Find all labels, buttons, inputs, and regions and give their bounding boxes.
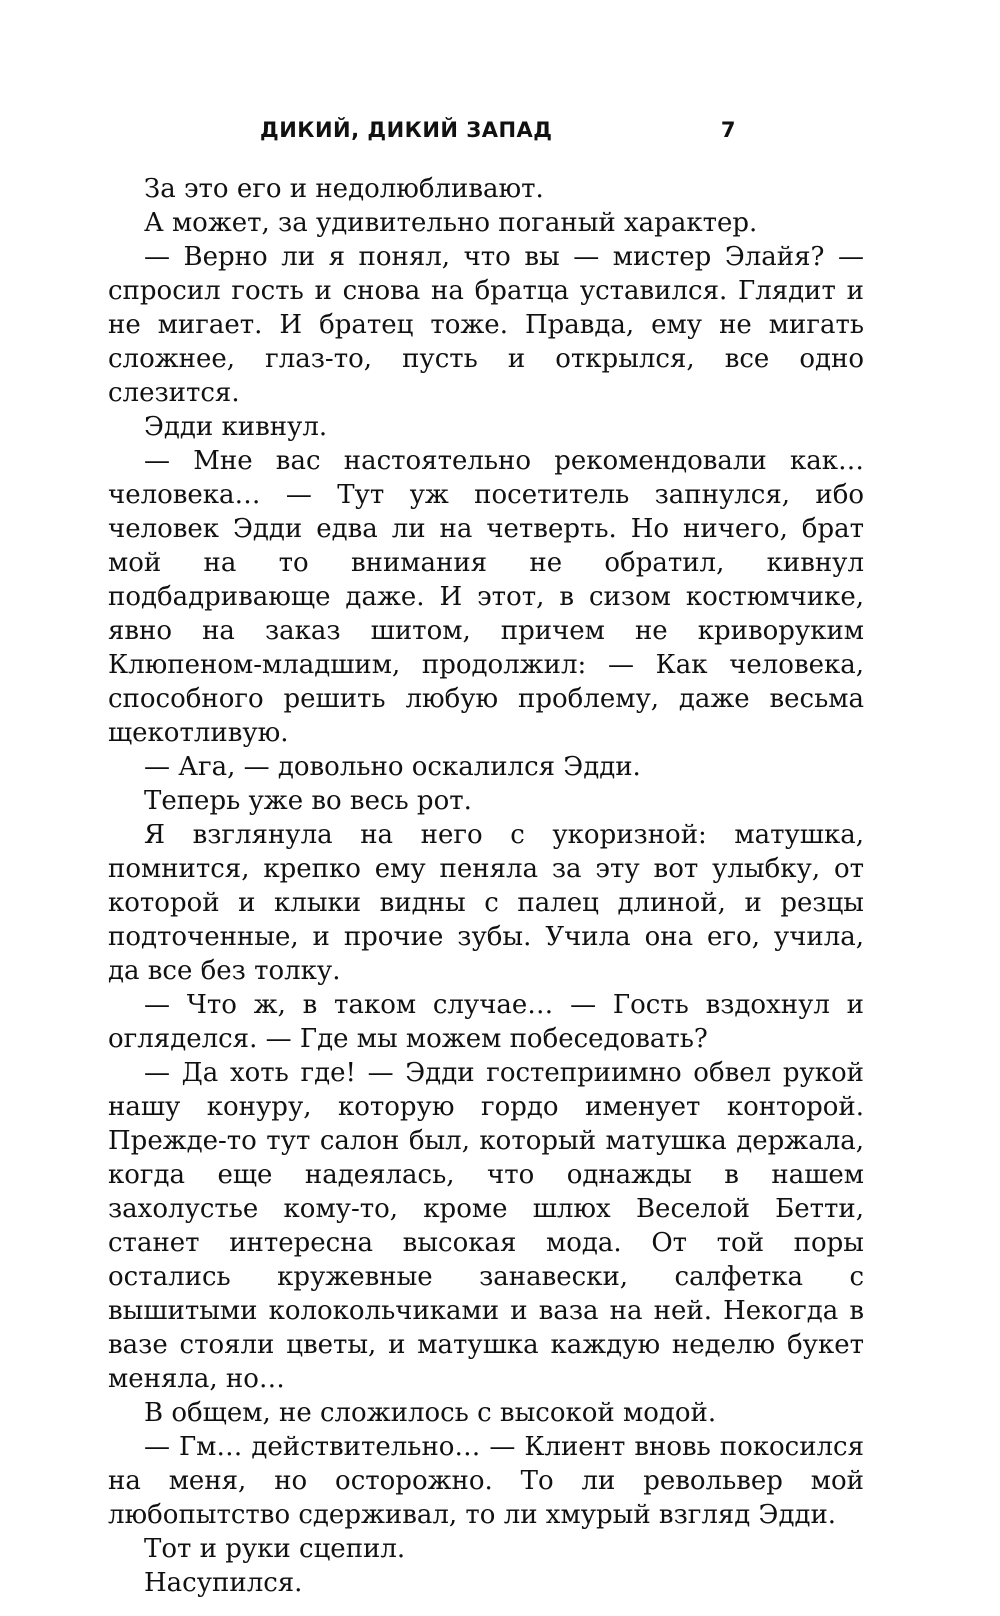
running-title: ДИКИЙ, ДИКИЙ ЗАПАД (260, 118, 553, 142)
paragraph: Я взглянула на него с укоризной: матушка, помнится, крепко ему пеняла за эту вот улыбку, от которой и клыки видны с палец длиной, и резцы подточенные, и прочие зубы. Учила она его, учила, да все без толку. (108, 820, 864, 986)
paragraph: — Верно ли я понял, что вы — мистер Элайя? — спросил гость и снова на братца уставился. Глядит и не мигает. И братец тоже. Правда, ему не мигать сложнее, глаз-то, пусть и открылся, все одно слезится. (108, 242, 864, 408)
paragraph: — Что ж, в таком случае… — Гость вздохнул и огляделся. — Где мы можем побеседовать? (108, 990, 864, 1054)
page-number: 7 (720, 118, 736, 142)
paragraph: — Да хоть где! — Эдди гостеприимно обвел рукой нашу конуру, которую гордо именует конторой. Прежде-то тут салон был, который матушка держала, когда еще надеялась, что однажды в нашем захолустье кому-то, кроме шлюх Веселой Бетти, станет интересна высокая мода. От той поры остались кружевные занавески, салфетка с вышитыми колокольчиками и ваза на ней. Некогда в вазе стояли цветы, и матушка каждую неделю букет меняла, но… (108, 1058, 864, 1394)
paragraph: Тот и руки сцепил. (144, 1534, 406, 1564)
running-header (260, 118, 750, 148)
paragraph: — Мне вас настоятельно рекомендовали как… человека… — Тут уж посетитель запнулся, ибо человек Эдди едва ли на четверть. Но ничего, брат мой на то внимания не обратил, кивнул подбадривающе даже. И этот, в сизом костюмчике, явно на заказ шитом, причем не криворуким Клюпеном-младшим, продолжил: — Как человека, способного решить любую проблему, даже весьма щекотливую. (108, 446, 864, 748)
paragraph: — Гм… действительно… — Клиент вновь покосился на меня, но осторожно. То ли револьвер мой любопытство сдерживал, то ли хмурый взгляд Эдди. (108, 1432, 864, 1530)
paragraph: А может, за удивительно поганый характер. (144, 208, 758, 238)
paragraph: Эдди кивнул. (144, 412, 328, 442)
body-text (108, 172, 864, 1600)
paragraph: Насупился. (144, 1568, 303, 1598)
paragraph: В общем, не сложилось с высокой модой. (144, 1398, 717, 1428)
paragraph: — Ага, — довольно оскалился Эдди. (144, 752, 641, 782)
paragraph: За это его и недолюбливают. (144, 174, 544, 204)
paragraph: Теперь уже во весь рот. (144, 786, 472, 816)
